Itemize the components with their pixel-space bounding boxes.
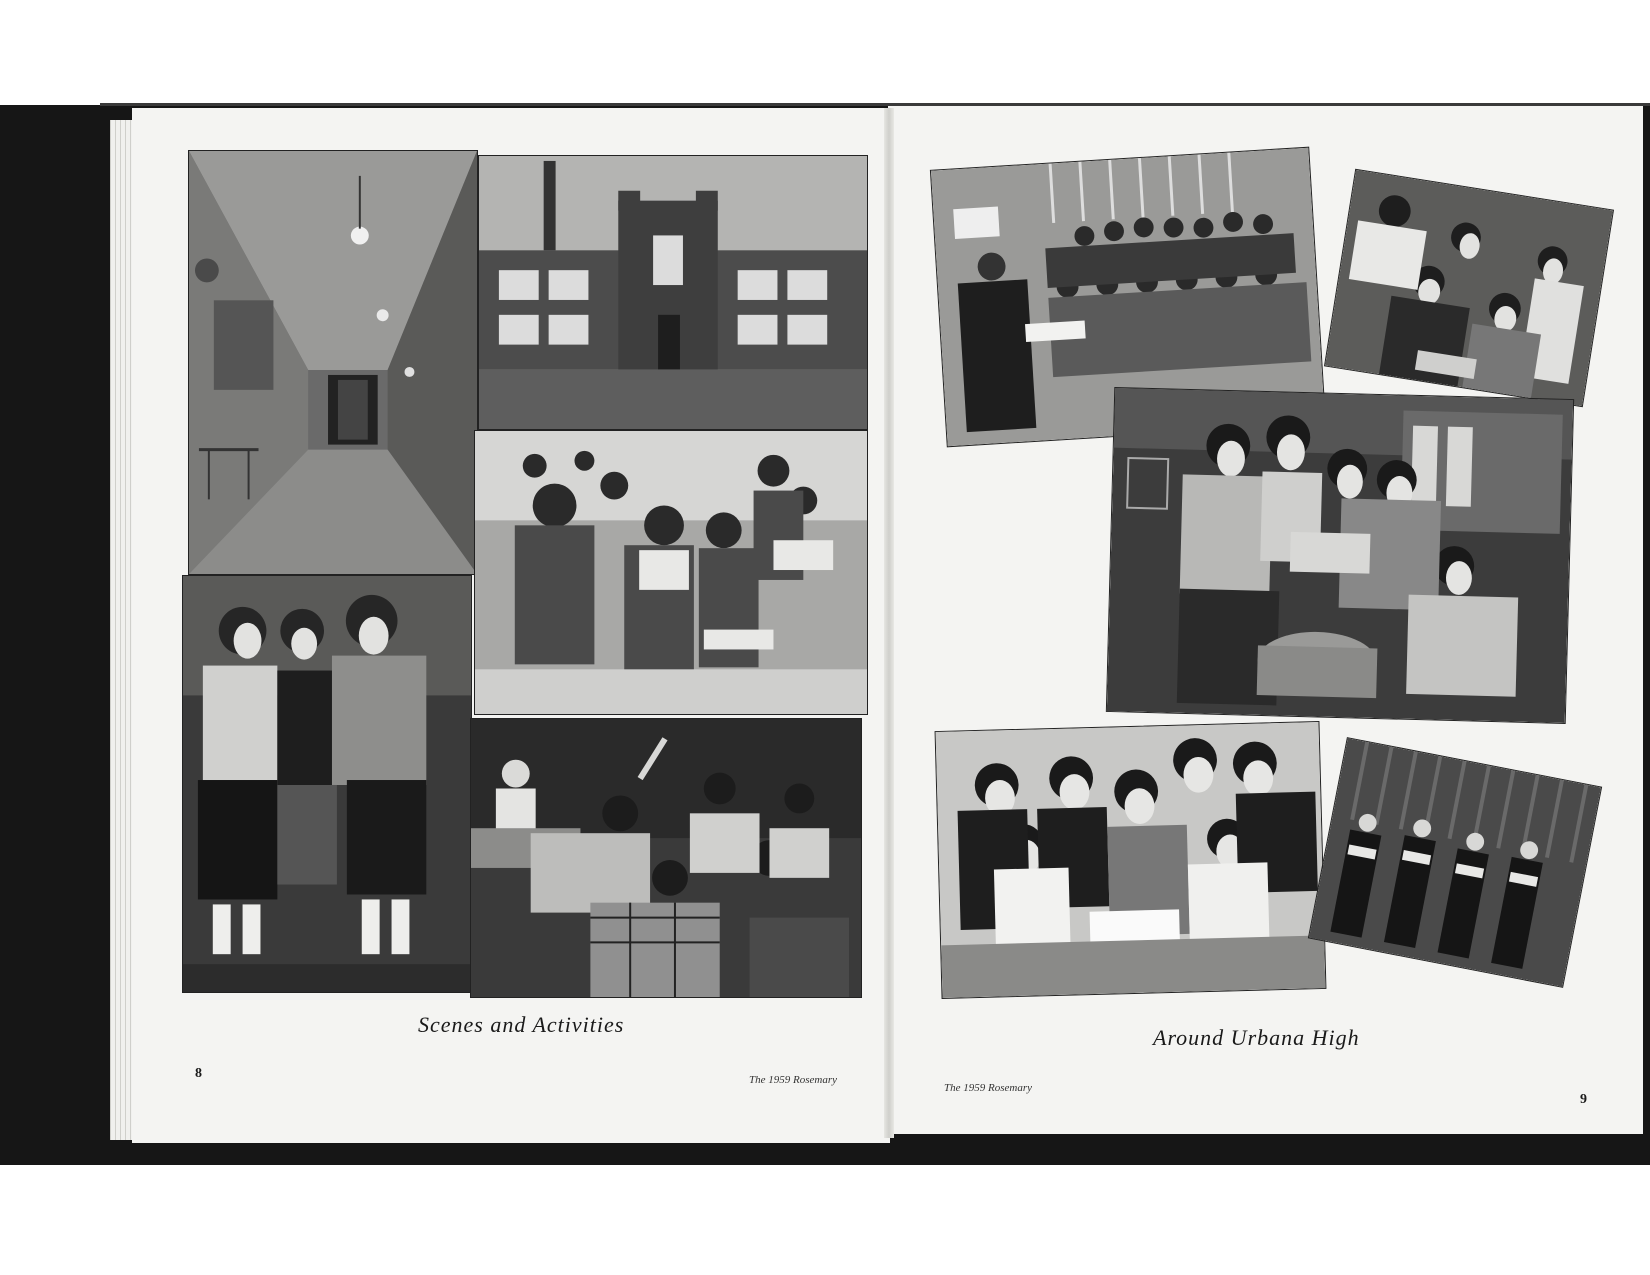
left-page-number: 8 — [195, 1066, 202, 1081]
right-running-footer: The 1959 Rosemary — [944, 1082, 1032, 1094]
students-reading-photo — [935, 721, 1327, 999]
school-building-photo — [478, 155, 868, 430]
classroom-desks-photo — [474, 430, 868, 715]
girls-group-photo — [182, 575, 472, 993]
classroom-raised-hand-photo — [470, 718, 862, 998]
study-group-photo — [1324, 169, 1614, 408]
left-running-footer: The 1959 Rosemary — [749, 1074, 837, 1086]
left-page-caption: Scenes and Activities — [418, 1012, 625, 1037]
hallway-photo — [188, 150, 478, 575]
right-page-caption: Around Urbana High — [1153, 1025, 1360, 1050]
book-gutter — [884, 108, 894, 1138]
kitchen-students-photo — [1106, 387, 1574, 724]
right-page-number: 9 — [1580, 1092, 1587, 1107]
